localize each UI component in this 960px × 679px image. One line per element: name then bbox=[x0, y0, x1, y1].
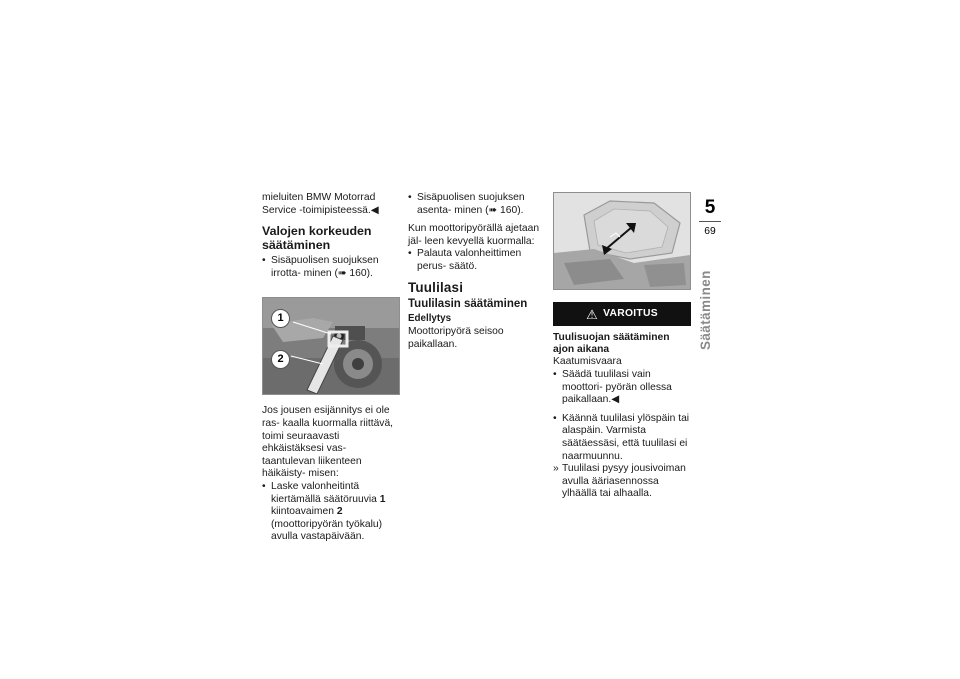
list-item-text-a: Laske valonheitintä kiertämällä säätöruuvia bbox=[271, 480, 380, 505]
chapter-side-label: Säätäminen bbox=[698, 270, 713, 350]
list-item-text: Käännä tuulilasi ylöspäin tai alaspäin. Varmista säätäessäsi, että tuulilasi ei naarmuunnu. bbox=[562, 412, 690, 462]
bullet-marker: • bbox=[553, 412, 557, 424]
windscreen-photo bbox=[553, 192, 691, 290]
hazard-text: Kaatumisvaara bbox=[553, 356, 622, 368]
chapter-divider bbox=[699, 221, 721, 222]
chapter-marker bbox=[699, 197, 721, 237]
headlight-adjust-photo bbox=[262, 297, 400, 395]
heading-windscreen: Tuulilasi bbox=[408, 279, 464, 295]
ref-2: 2 bbox=[336, 506, 343, 518]
warning-icon: ⚠ bbox=[586, 306, 599, 322]
subheading-windscreen-adjust: Tuulilasin säätäminen bbox=[408, 298, 528, 311]
bullet-marker: • bbox=[408, 192, 412, 203]
heading-headlight-range: Valojen korkeuden säätäminen bbox=[262, 224, 372, 252]
warning-title: Tuulisuojan säätäminen ajon aikana bbox=[553, 332, 670, 356]
callout-1: 1 bbox=[271, 309, 290, 328]
list-item bbox=[553, 413, 691, 463]
result-item bbox=[553, 463, 691, 501]
ref-1: 1 bbox=[379, 493, 386, 505]
list-item bbox=[408, 248, 544, 273]
warning-label: VAROITUS bbox=[603, 307, 658, 319]
page-number: 69 bbox=[704, 226, 716, 237]
body-text: Jos jousen esijännitys ei ole ras- kaalla kuormalla riittävä, toimi seuraavasti ehkäistäksesi vas- taantulevan liikenteen häikäisty- misen: bbox=[262, 405, 394, 480]
warning-banner bbox=[553, 302, 691, 326]
list-item bbox=[553, 369, 691, 407]
column-right bbox=[553, 192, 691, 501]
list-item-text: Sisäpuolisen suojuksen irrotta- minen (➠ 160). bbox=[271, 255, 379, 279]
callout-2: 2 bbox=[271, 350, 290, 369]
column-middle bbox=[408, 192, 544, 352]
result-marker: » bbox=[553, 463, 559, 475]
list-item-text-b: kiintoavaimen bbox=[271, 506, 337, 518]
bullet-marker: • bbox=[408, 248, 412, 260]
windscreen-illustration bbox=[554, 193, 690, 289]
list-item-text: Palauta valonheittimen perus- säätö. bbox=[417, 248, 522, 272]
list-item-text-c: (moottoripyörän työkalu) avulla vastapäivään. bbox=[271, 518, 383, 543]
requirement-text: Moottoripyörä seisoo paikallaan. bbox=[408, 326, 504, 350]
bullet-marker: • bbox=[262, 255, 266, 267]
list-item bbox=[262, 481, 398, 544]
body-text: Kun moottoripyörällä ajetaan jäl- leen kevyellä kuormalla: bbox=[408, 223, 540, 247]
list-item-text: Sisäpuolisen suojuksen asenta- minen (➠ 160). bbox=[417, 192, 525, 216]
list-item bbox=[408, 192, 544, 217]
list-item-text: Säädä tuulilasi vain moottori- pyörän ollessa paikallaan.◀ bbox=[562, 369, 672, 406]
intro-text: mieluiten BMW Motorrad Service -toimipisteessä.◀ bbox=[262, 192, 379, 216]
chapter-number: 5 bbox=[704, 197, 716, 218]
label-requirement: Edellytys bbox=[408, 312, 452, 324]
column-left bbox=[262, 192, 398, 544]
bullet-marker: • bbox=[553, 369, 557, 380]
bullet-marker: • bbox=[262, 480, 266, 492]
list-item bbox=[262, 255, 398, 280]
result-text: Tuulilasi pysyy jousivoiman avulla ääriasennossa ylhäällä tai alhaalla. bbox=[562, 463, 686, 500]
